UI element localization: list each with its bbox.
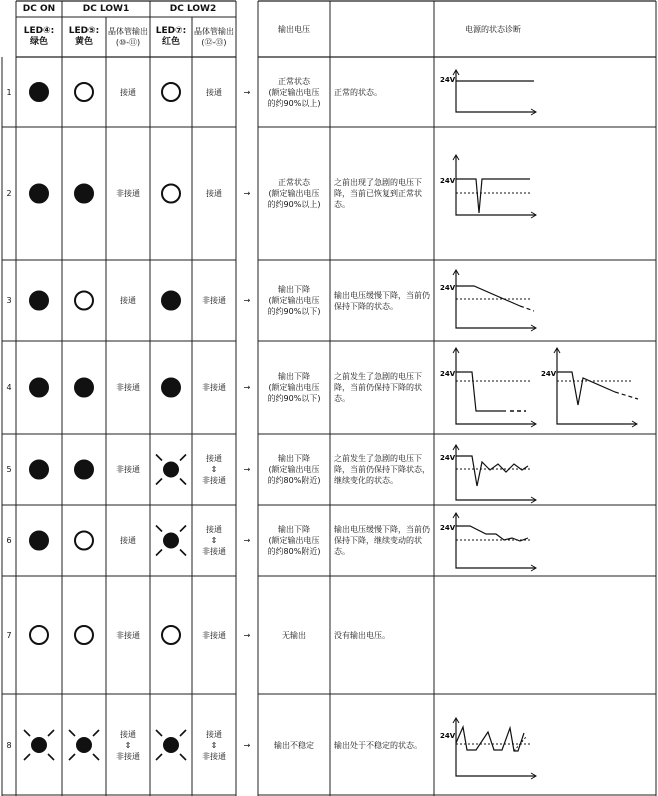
voltage-graph-2 xyxy=(440,155,536,218)
led-dc-low2-indicator xyxy=(156,455,186,485)
row-number: 3 xyxy=(6,296,12,305)
transistor1-state: 非接通 xyxy=(116,465,140,474)
led-dc-low2-indicator xyxy=(156,730,186,760)
row-number: 8 xyxy=(6,740,12,750)
header-dc-low2: DC LOW2 xyxy=(169,3,217,14)
arrow-icon: → xyxy=(243,740,251,750)
diagnosis-description: 输出电压缓慢下降，当前仍保持下降，继续变动的状态。 xyxy=(334,525,430,556)
led-dc-low1-indicator xyxy=(75,185,93,203)
transistor1-state: 接通 xyxy=(120,536,136,545)
row-number: 1 xyxy=(6,87,12,97)
graph-24v-label: 24V xyxy=(440,732,456,740)
led-dc-low2-indicator xyxy=(162,292,180,310)
diagnosis-description: 正常的状态。 xyxy=(334,87,382,97)
transistor2-state: 非接通 xyxy=(202,296,226,305)
arrow-icon: → xyxy=(243,189,251,198)
row-number: 2 xyxy=(6,189,12,198)
row-number: 6 xyxy=(6,536,12,545)
graph-24v-label: 24V xyxy=(440,177,456,185)
led-dc-on-indicator xyxy=(30,532,48,550)
output-voltage-state: 输出下降 (额定输出电压 的约90%以下) xyxy=(267,285,321,316)
arrow-icon: → xyxy=(243,296,251,305)
led-dc-low1-indicator xyxy=(69,730,99,760)
diagnosis-description: 之前发生了急剧的电压下降，当前仍保持下降的状态。 xyxy=(334,372,422,403)
arrow-icon: → xyxy=(243,465,251,474)
voltage-graph-4 xyxy=(440,348,638,427)
transistor2-state: 接通 ⇕ 非接通 xyxy=(202,454,226,485)
led-dc-on-indicator xyxy=(30,83,48,101)
header-output-voltage: 输出电压 xyxy=(278,24,310,34)
transistor2-state: 非接通 xyxy=(202,383,226,392)
output-voltage-state: 无输出 xyxy=(282,630,306,640)
transistor2-state: 接通 ⇕ 非接通 xyxy=(202,525,226,556)
header-led5: LED⑤: 黄色 xyxy=(68,26,100,47)
diagnosis-description: 输出电压缓慢下降，当前仍保持下降的状态。 xyxy=(334,290,430,311)
led-dc-low2-indicator xyxy=(156,526,186,556)
diagnosis-description: 没有输出电压。 xyxy=(334,630,390,640)
diagnosis-description: 输出处于不稳定的状态。 xyxy=(334,740,422,750)
led-dc-low1-indicator xyxy=(75,626,93,644)
diagnosis-description: 之前发生了急剧的电压下降，当前仍保持下降状态，继续变化的状态。 xyxy=(334,454,430,485)
led-dc-low1-indicator xyxy=(75,292,93,310)
graph-24v-label: 24V xyxy=(440,284,456,292)
led-dc-low1-indicator xyxy=(75,83,93,101)
output-voltage-state: 输出下降 (额定输出电压 的约80%附近) xyxy=(267,454,321,485)
voltage-graph-6 xyxy=(440,513,536,571)
voltage-graph-8 xyxy=(440,718,536,779)
arrow-icon: → xyxy=(243,87,251,97)
graph-24v-label: 24V xyxy=(440,454,456,462)
transistor1-state: 接通 xyxy=(120,87,136,97)
led-dc-low1-indicator xyxy=(75,532,93,550)
led-dc-on-indicator xyxy=(30,626,48,644)
voltage-graph-1 xyxy=(440,70,536,115)
graph-24v-label: 24V xyxy=(440,76,456,84)
header-transistor2: 晶体管输出 (⑫-⑬) xyxy=(194,27,234,47)
row-number: 4 xyxy=(6,383,12,392)
led-dc-on-indicator xyxy=(30,461,48,479)
transistor2-state: 接通 xyxy=(206,189,222,198)
diagnosis-description: 之前出现了急剧的电压下降，当前已恢复到正常状态。 xyxy=(334,178,422,209)
transistor2-state: 非接通 xyxy=(202,630,226,640)
header-led7: LED⑦: 红色 xyxy=(155,26,187,47)
transistor2-state: 接通 xyxy=(206,87,222,97)
led-dc-low1-indicator xyxy=(75,379,93,397)
transistor1-state: 接通 ⇕ 非接通 xyxy=(116,729,140,761)
voltage-graph-3 xyxy=(440,270,536,331)
transistor1-state: 接通 xyxy=(120,296,136,305)
led-dc-on-indicator xyxy=(24,730,54,760)
output-voltage-state: 输出下降 (额定输出电压 的约90%以下) xyxy=(267,372,321,403)
graph-24v-label: 24V xyxy=(440,524,456,532)
row-number: 5 xyxy=(6,465,12,474)
transistor1-state: 非接通 xyxy=(116,189,140,198)
led-dc-on-indicator xyxy=(30,185,48,203)
header-diagnosis: 电源的状态诊断 xyxy=(465,24,521,34)
header-dc-low1: DC LOW1 xyxy=(82,3,130,14)
arrow-icon: → xyxy=(243,383,251,392)
led-dc-on-indicator xyxy=(30,379,48,397)
led-dc-low2-indicator xyxy=(162,379,180,397)
led-dc-low2-indicator xyxy=(162,185,180,203)
arrow-icon: → xyxy=(243,536,251,545)
transistor1-state: 非接通 xyxy=(116,383,140,392)
led-dc-low1-indicator xyxy=(75,461,93,479)
transistor2-state: 接通 ⇕ 非接通 xyxy=(202,729,226,761)
led-dc-low2-indicator xyxy=(162,626,180,644)
output-voltage-state: 输出不稳定 xyxy=(274,740,314,750)
output-voltage-state: 正常状态 (额定输出电压 的约90%以上) xyxy=(267,178,321,209)
led-dc-on-indicator xyxy=(30,292,48,310)
led-dc-low2-indicator xyxy=(162,83,180,101)
header-led4: LED④: 绿色 xyxy=(23,26,55,47)
row-number: 7 xyxy=(6,630,12,640)
output-voltage-state: 正常状态 (额定输出电压 的约90%以上) xyxy=(267,76,321,108)
output-voltage-state: 输出下降 (额定输出电压 的约80%附近) xyxy=(267,525,321,556)
header-transistor1: 晶体管输出 (⑩-⑪) xyxy=(108,27,148,47)
header-dc-on: DC ON xyxy=(22,3,56,14)
graph-24v-label: 24V xyxy=(541,370,557,378)
voltage-graph-5 xyxy=(440,445,536,503)
arrow-icon: → xyxy=(243,630,251,640)
graph-24v-label: 24V xyxy=(440,370,456,378)
transistor1-state: 非接通 xyxy=(116,630,140,640)
